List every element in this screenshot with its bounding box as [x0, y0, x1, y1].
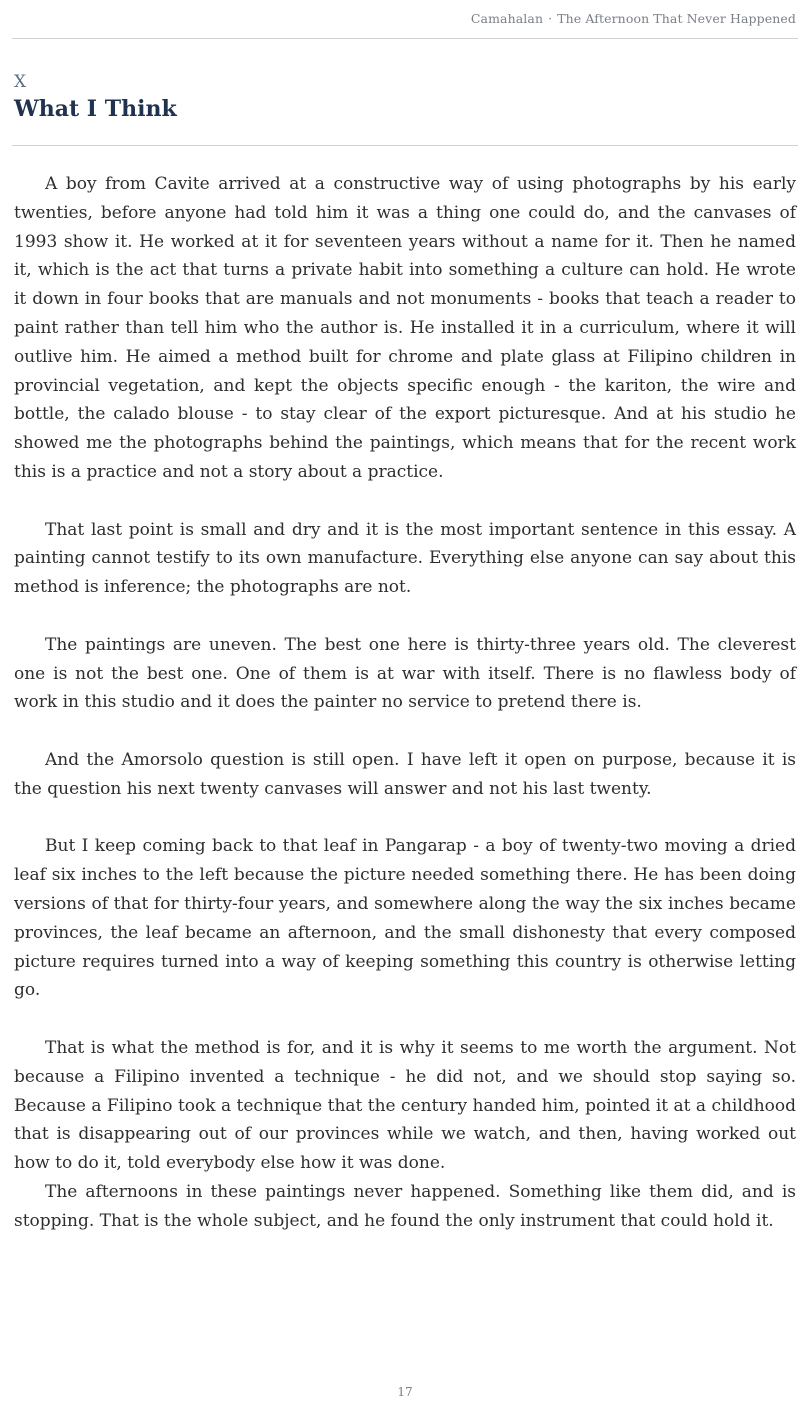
chapter-title: What I Think [14, 96, 177, 122]
paragraph: But I keep coming back to that leaf in Pangarap - a boy of twenty-two moving a dried leaf six inches to the left because the picture needed something there. He has been doing versions of that for thirty-four years, and somewhere along the way the six inches became provinces, the leaf became an afternoon, and the small dishonesty that every composed picture requires turned into a way of keeping something this country is otherwise letting go. [14, 836, 796, 1001]
paragraph: That is what the method is for, and it is why it seems to me worth the argument. Not because a Filipino invented a technique - he did not, and we should stop saying so. Because a Filipino took a technique that the century handed him, pointed it at a childhood that is disappearing out of our provinces while we watch, and then, having worked out how to do it, told everybody else how it was done. [14, 1037, 796, 1174]
paragraph: That last point is small and dry and it is the most important sentence in this essay. A painting cannot testify to its own manufacture. Everything else anyone can say about this method is inference; the photographs are not. [14, 519, 796, 598]
paragraph: A boy from Cavite arrived at a constructive way of using photographs by his early twenties, before anyone had told him it was a thing one could do, and the canvases of 1993 show it. He worked at it for seventeen years without a name for it. Then he named it, which is the act that turns a private habit into something a culture can hold. He wrote it down in four books that are manuals and not monuments - books that teach a reader to paint rather than tell him who the author is. He installed it in a curriculum, where it will outlive him. He aimed a method built for chrome and plate glass at Filipino children in provincial vegetation, and kept the objects specific enough - the kariton, the wire and bottle, the calado blouse - to stay clear of the export picturesque. And at his studio he showed me the photographs behind the paintings, which means that for the recent work this is a practice and not a story about a practice. [14, 174, 796, 482]
running-header [471, 11, 796, 26]
paragraph: The paintings are uneven. The best one here is thirty-three years old. The cleverest one is not the best one. One of them is at war with itself. There is no flawless body of work in this studio and it does the painter no service to pretend there is. [14, 634, 796, 713]
chapter-body [14, 170, 796, 1235]
header-author: Camahalan [470, 11, 544, 26]
header-book-title: The Afternoon That Never Happened [557, 11, 796, 26]
paragraph: The afternoons in these paintings never happened. Something like them did, and is stopping. That is the whole subject, and he found the only instrument that could hold it. [14, 1181, 796, 1231]
header-separator: · [548, 11, 553, 26]
page-number: 17 [397, 1385, 413, 1399]
header-rule [12, 38, 798, 39]
paragraph: And the Amorsolo question is still open. I have left it open on purpose, because it is the question his next twenty canvases will answer and not his last twenty. [14, 749, 796, 799]
chapter-number: X [14, 72, 27, 92]
chapter-title-rule [12, 145, 798, 146]
